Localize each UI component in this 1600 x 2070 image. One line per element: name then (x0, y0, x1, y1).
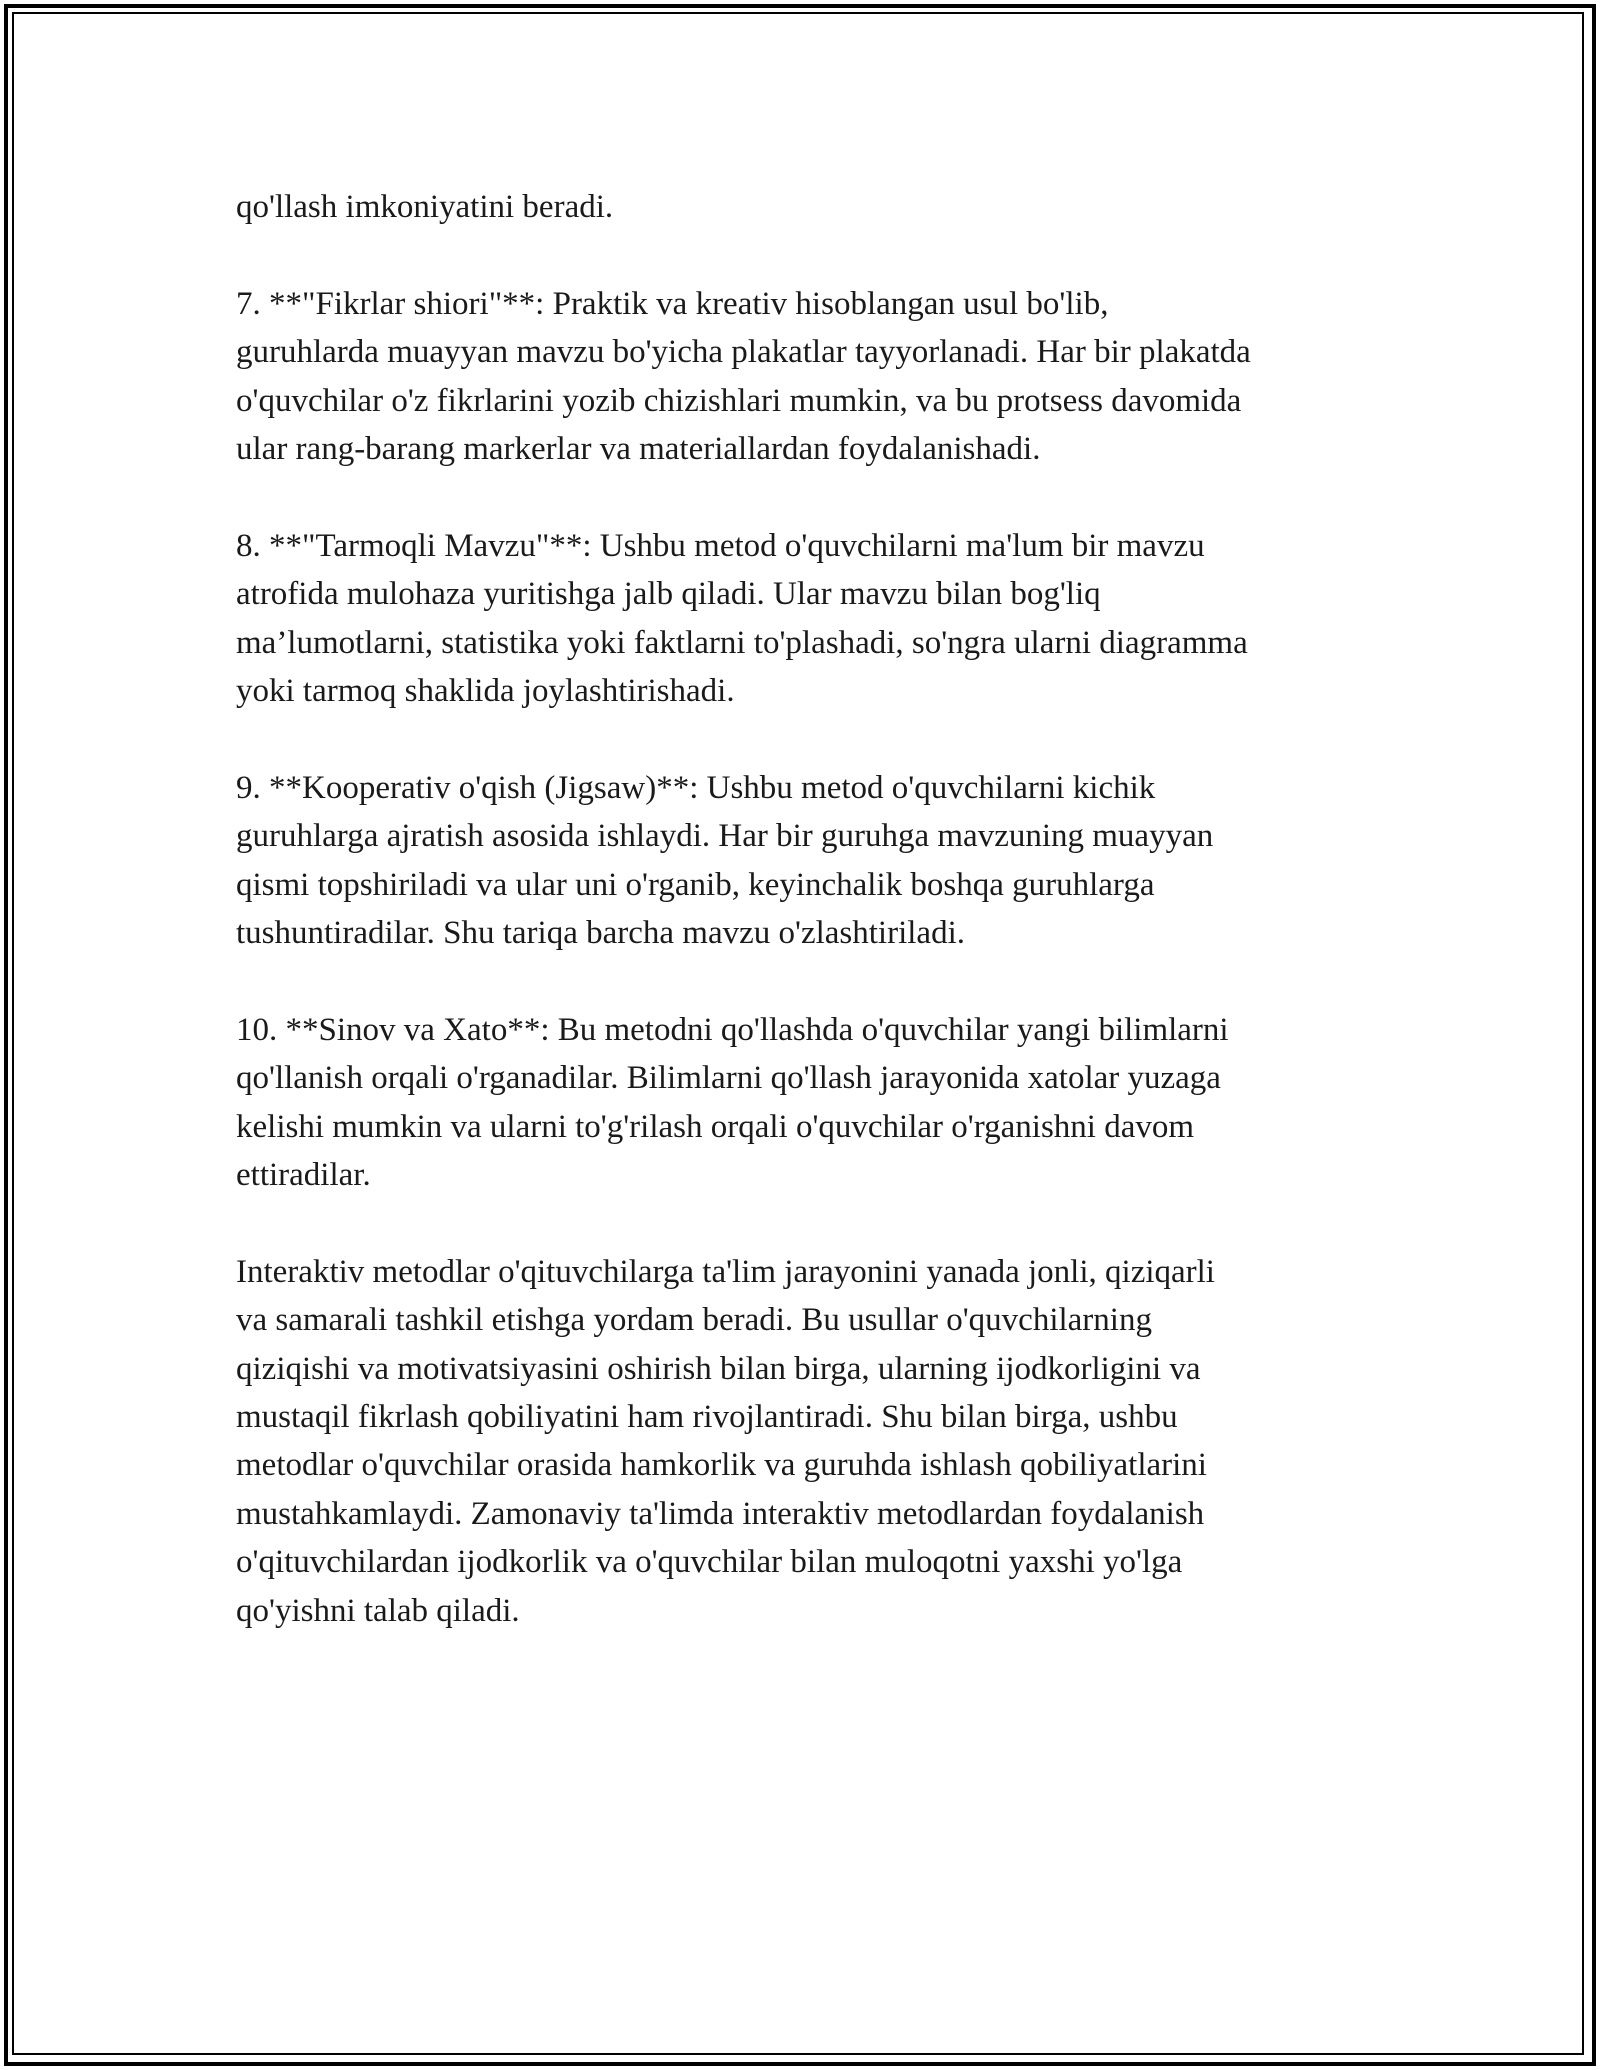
paragraph-item-10: 10. **Sinov va Xato**: Bu metodni qo'llashda o'quvchilar yangi bilimlarni qo'llanish orqali o'rganadilar. Bilimlarni qo'llash jarayonida xatolar yuzaga kelishi mumkin va ularni to'g'rilash orqali o'quvchilar o'rganishni davom ettiradilar. (236, 1011, 1229, 1194)
paragraph-continuation: qo'llash imkoniyatini beradi. (236, 189, 614, 225)
paragraph-item-8: 8. **"Tarmoqli Mavzu"**: Ushbu metod o'quvchilarni ma'lum bir mavzu atrofida mulohaza yuritishga jalb qiladi. Ular mavzu bilan bog'liq ma’lumotlarni, statistika yoki faktlarni to'plashadi, so'ngra ularni diagramma yoki tarmoq shaklida joylashtirishadi. (236, 527, 1248, 710)
paragraph-conclusion: Interaktiv metodlar o'qituvchilarga ta'lim jarayonini yanada jonli, qiziqarli va samarali tashkil etishga yordam beradi. Bu usullar o'quvchilarning qiziqishi va motivatsiyasini oshirish bilan birga, ularning ijodkorligini va mustaqil fikrlash qobiliyatini ham rivojlantiradi. Shu bilan birga, ushbu metodlar o'quvchilar orasida hamkorlik va guruhda ishlash qobiliyatlarini mustahkamlaydi. Zamonaviy ta'limda interaktiv metodlardan foydalanish o'qituvchilardan ijodkorlik va o'quvchilar bilan muloqotni yaxshi yo'lga qo'yishni talab qiladi. (236, 1253, 1215, 1629)
paragraph-item-7: 7. **"Fikrlar shiori"**: Praktik va kreativ hisoblangan usul bo'lib, guruhlarda muayyan mavzu bo'yicha plakatlar tayyorlanadi. Har bir plakatda o'quvchilar o'z fikrlarini yozib chizishlari mumkin, va bu protsess davomida ular rang-barang markerlar va materiallardan foydalanishadi. (236, 285, 1251, 468)
paragraph-item-9: 9. **Kooperativ o'qish (Jigsaw)**: Ushbu metod o'quvchilarni kichik guruhlarga ajratish asosida ishlaydi. Har bir guruhga mavzuning muayyan qismi topshiriladi va ular uni o'rganib, keyinchalik boshqa guruhlarga tushuntiradilar. Shu tariqa barcha mavzu o'zlashtiriladi. (236, 769, 1214, 952)
document-body (236, 183, 1376, 1635)
